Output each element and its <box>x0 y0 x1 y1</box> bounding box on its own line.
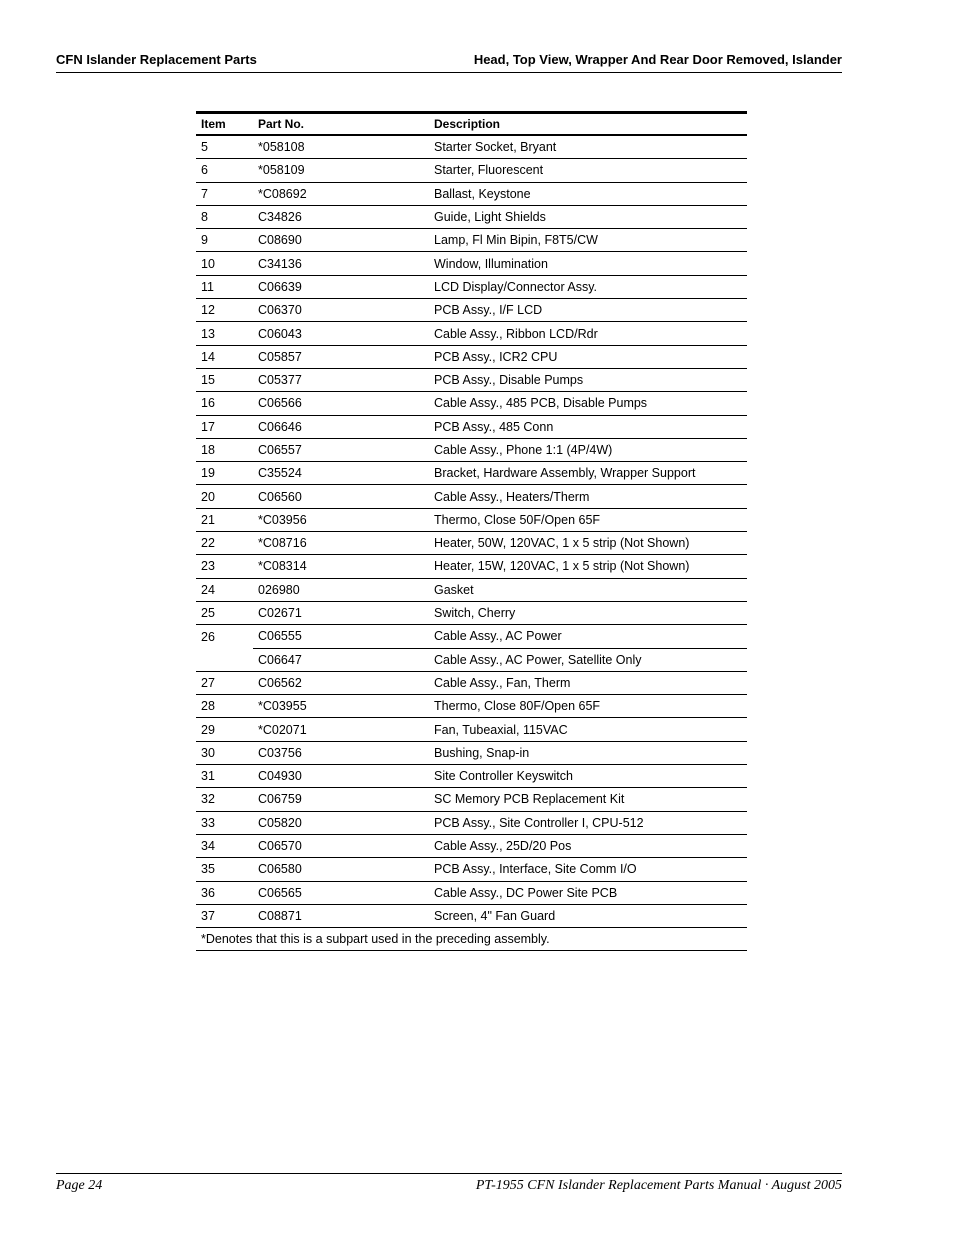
cell-part-no: *058109 <box>253 159 429 182</box>
cell-item: 36 <box>196 881 253 904</box>
cell-item: 24 <box>196 578 253 601</box>
cell-item: 7 <box>196 182 253 205</box>
cell-part-no: C06560 <box>253 485 429 508</box>
cell-description: LCD Display/Connector Assy. <box>429 275 747 298</box>
table-row <box>196 252 747 275</box>
cell-part-no: C04930 <box>253 765 429 788</box>
table-row <box>196 485 747 508</box>
footnote-row <box>196 928 747 951</box>
table-row <box>196 695 747 718</box>
table-row <box>196 858 747 881</box>
table-body <box>196 135 747 928</box>
cell-part-no: C02671 <box>253 601 429 624</box>
cell-part-no: *C02071 <box>253 718 429 741</box>
cell-description: PCB Assy., Site Controller I, CPU-512 <box>429 811 747 834</box>
cell-item: 29 <box>196 718 253 741</box>
cell-part-no: C08690 <box>253 229 429 252</box>
page-title: Head, Top View, Wrapper And Rear Door Removed, Islander <box>473 52 842 67</box>
cell-item: 22 <box>196 532 253 555</box>
column-header-part-no: Part No. <box>253 113 429 136</box>
cell-part-no: C06557 <box>253 438 429 461</box>
cell-description: Cable Assy., Ribbon LCD/Rdr <box>429 322 747 345</box>
table-row <box>196 159 747 182</box>
cell-description: Cable Assy., 485 PCB, Disable Pumps <box>429 392 747 415</box>
cell-part-no: *C08716 <box>253 532 429 555</box>
cell-part-no: C06570 <box>253 834 429 857</box>
cell-description: Guide, Light Shields <box>429 205 747 228</box>
table-row <box>196 881 747 904</box>
table-row <box>196 415 747 438</box>
cell-description: Cable Assy., DC Power Site PCB <box>429 881 747 904</box>
table-row <box>196 275 747 298</box>
cell-description: Switch, Cherry <box>429 601 747 624</box>
table-row <box>196 182 747 205</box>
table-row <box>196 765 747 788</box>
cell-item: 37 <box>196 904 253 927</box>
table-row <box>196 229 747 252</box>
table-row <box>196 811 747 834</box>
column-header-description: Description <box>429 113 747 136</box>
cell-description: PCB Assy., Disable Pumps <box>429 368 747 391</box>
cell-description: Bracket, Hardware Assembly, Wrapper Support <box>429 462 747 485</box>
cell-part-no: C06043 <box>253 322 429 345</box>
table-row <box>196 718 747 741</box>
cell-part-no: C06562 <box>253 671 429 694</box>
cell-item: 28 <box>196 695 253 718</box>
cell-item: 32 <box>196 788 253 811</box>
cell-part-no: C06639 <box>253 275 429 298</box>
cell-item: 16 <box>196 392 253 415</box>
cell-description: Cable Assy., AC Power <box>429 625 747 648</box>
table-row <box>196 205 747 228</box>
cell-description: Heater, 15W, 120VAC, 1 x 5 strip (Not Shown) <box>429 555 747 578</box>
cell-part-no: C06566 <box>253 392 429 415</box>
cell-item: 19 <box>196 462 253 485</box>
cell-description: Window, Illumination <box>429 252 747 275</box>
cell-item: 23 <box>196 555 253 578</box>
cell-item: 30 <box>196 741 253 764</box>
cell-description: Gasket <box>429 578 747 601</box>
cell-item: 26 <box>201 629 215 644</box>
cell-part-no: C06565 <box>253 881 429 904</box>
cell-description: Cable Assy., Heaters/Therm <box>429 485 747 508</box>
cell-description: Lamp, Fl Min Bipin, F8T5/CW <box>429 229 747 252</box>
cell-description: Bushing, Snap-in <box>429 741 747 764</box>
cell-item: 18 <box>196 438 253 461</box>
table-row <box>196 532 747 555</box>
table-row <box>196 788 747 811</box>
page-footer <box>56 1173 842 1193</box>
cell-part-no: C34136 <box>253 252 429 275</box>
cell-part-no: *C08314 <box>253 555 429 578</box>
cell-item: 21 <box>196 508 253 531</box>
cell-description: Site Controller Keyswitch <box>429 765 747 788</box>
cell-description: PCB Assy., 485 Conn <box>429 415 747 438</box>
cell-item: 15 <box>196 368 253 391</box>
parts-table <box>196 111 747 951</box>
page-number: Page 24 <box>56 1178 103 1193</box>
cell-part-no: C08871 <box>253 904 429 927</box>
cell-description: Thermo, Close 50F/Open 65F <box>429 508 747 531</box>
cell-part-no: C03756 <box>253 741 429 764</box>
cell-description: PCB Assy., Interface, Site Comm I/O <box>429 858 747 881</box>
table-header-row <box>196 113 747 136</box>
table-row <box>196 392 747 415</box>
document-title: PT-1955 CFN Islander Replacement Parts Manual · August 2005 <box>475 1178 842 1193</box>
cell-part-no: C35524 <box>253 462 429 485</box>
cell-description: Cable Assy., AC Power, Satellite Only <box>429 648 747 671</box>
cell-item: 14 <box>196 345 253 368</box>
table-row <box>196 299 747 322</box>
cell-part-no: C06555 <box>253 625 429 648</box>
cell-item: 25 <box>196 601 253 624</box>
cell-item: 9 <box>196 229 253 252</box>
cell-description: Thermo, Close 80F/Open 65F <box>429 695 747 718</box>
table-row <box>196 368 747 391</box>
cell-part-no: C06759 <box>253 788 429 811</box>
cell-item: 20 <box>196 485 253 508</box>
cell-item: 17 <box>196 415 253 438</box>
cell-description: Cable Assy., Fan, Therm <box>429 671 747 694</box>
cell-description: Ballast, Keystone <box>429 182 747 205</box>
table-row <box>196 904 747 927</box>
table-row <box>196 322 747 345</box>
cell-part-no: *C03956 <box>253 508 429 531</box>
cell-description: Fan, Tubeaxial, 115VAC <box>429 718 747 741</box>
table-row <box>196 508 747 531</box>
cell-part-no: C06647 <box>253 648 429 671</box>
cell-description: Screen, 4" Fan Guard <box>429 904 747 927</box>
cell-item: 5 <box>196 135 253 159</box>
cell-part-no: *058108 <box>253 135 429 159</box>
cell-part-no: *C03955 <box>253 695 429 718</box>
table-row <box>196 625 747 648</box>
column-header-item: Item <box>196 113 253 136</box>
table-footnote: *Denotes that this is a subpart used in the preceding assembly. <box>196 928 747 951</box>
cell-part-no: C06646 <box>253 415 429 438</box>
table-row <box>196 462 747 485</box>
table-row <box>196 438 747 461</box>
cell-item: 13 <box>196 322 253 345</box>
cell-item: 34 <box>196 834 253 857</box>
cell-part-no: C05820 <box>253 811 429 834</box>
section-title: CFN Islander Replacement Parts <box>56 52 257 67</box>
cell-description: Starter Socket, Bryant <box>429 135 747 159</box>
table-row <box>196 555 747 578</box>
cell-item: 8 <box>196 205 253 228</box>
table-row <box>196 671 747 694</box>
cell-part-no: C06370 <box>253 299 429 322</box>
table-row <box>196 345 747 368</box>
cell-item: 12 <box>196 299 253 322</box>
table-row <box>196 135 747 159</box>
cell-part-no: C05377 <box>253 368 429 391</box>
cell-item: 35 <box>196 858 253 881</box>
cell-part-no: C06580 <box>253 858 429 881</box>
cell-part-no: C34826 <box>253 205 429 228</box>
cell-description: SC Memory PCB Replacement Kit <box>429 788 747 811</box>
table-row <box>196 741 747 764</box>
cell-item: 10 <box>196 252 253 275</box>
cell-part-no: 026980 <box>253 578 429 601</box>
page-header <box>56 52 842 73</box>
cell-description: Cable Assy., 25D/20 Pos <box>429 834 747 857</box>
cell-item: 31 <box>196 765 253 788</box>
cell-item: 6 <box>196 159 253 182</box>
cell-item: 11 <box>196 275 253 298</box>
cell-description: PCB Assy., I/F LCD <box>429 299 747 322</box>
cell-description: Cable Assy., Phone 1:1 (4P/4W) <box>429 438 747 461</box>
cell-part-no: *C08692 <box>253 182 429 205</box>
cell-item: 33 <box>196 811 253 834</box>
table-row <box>196 578 747 601</box>
table-row <box>196 601 747 624</box>
cell-description: Heater, 50W, 120VAC, 1 x 5 strip (Not Shown) <box>429 532 747 555</box>
cell-description: PCB Assy., ICR2 CPU <box>429 345 747 368</box>
table-row <box>196 834 747 857</box>
cell-description: Starter, Fluorescent <box>429 159 747 182</box>
cell-item <box>196 648 253 671</box>
cell-part-no: C05857 <box>253 345 429 368</box>
cell-item: 27 <box>196 671 253 694</box>
table-row <box>196 648 747 671</box>
